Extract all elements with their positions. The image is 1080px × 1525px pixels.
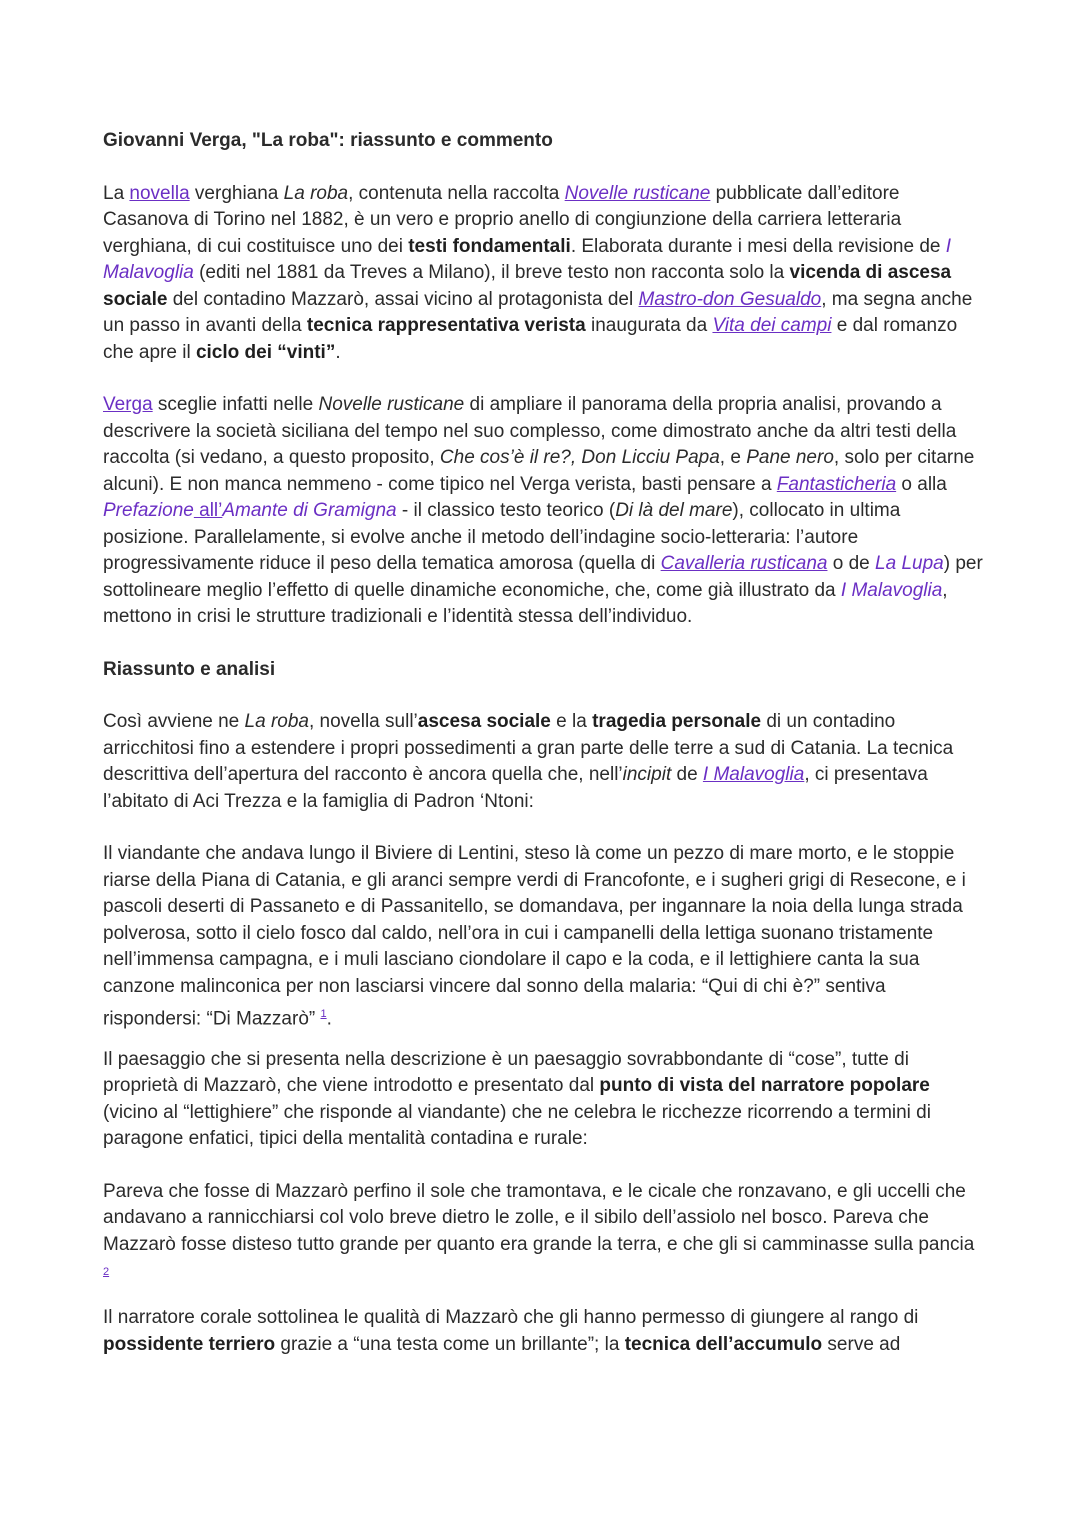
paragraph-analisi: Così avviene ne La roba, novella sull’ascesa sociale e la tragedia personale di un contadino arricchitosi fino a estendere i propri possedimenti a gran parte delle terre a sud di Catania. La tecnica descrittiva dell’apertura del racconto è ancora quella che, nell’incipit de I Malavoglia, ci presentava l’abitato di Aci Trezza e la famiglia di Padron ‘Ntoni: (103, 711, 954, 812)
page-title: Giovanni Verga, "La roba": riassunto e commento (103, 130, 553, 151)
link-mastro-don-gesualdo[interactable]: Mastro-don Gesualdo (638, 288, 822, 310)
footnote-1-link[interactable]: 1 (320, 1008, 327, 1020)
link-verga[interactable]: Verga (103, 394, 153, 415)
paragraph-narratore: Il narratore corale sottolinea le qualità di Mazzarò che gli hanno permesso di giungere al rango di possidente terriero grazie a “una testa come un brillante”; la tecnica dell’accumulo serve ad (103, 1307, 919, 1355)
quote-viandante: Il viandante che andava lungo il Biviere di Lentini, steso là come un pezzo di mare morto, e le stoppie riarse della Piana di Catania, e gli aranci sempre verdi di Francofonte, e i sugheri grigi di Resecone, e i pascoli deserti di Passaneto e di Passanitello, se domandava, per ingannare la noia della lunga strada polverosa, sotto il cielo fosco dal caldo, nell’ora in cui i campanelli della lettiga suonano tristamente nell’immensa campagna, e i muli lasciano ciondolare il capo e la coda, e il lettighiere canta la sua canzone malinconica per non lasciarsi vincere dal sonno della malaria: “Qui di chi è?” sentiva rispondersi: “Di Mazzarò” $^1$. (103, 843, 966, 1030)
link-novelle-rusticane[interactable]: Novelle rusticane (564, 182, 711, 204)
quote-pareva: Pareva che fosse di Mazzarò perfino il sole che tramontava, e le cicale che ronzavano, e gli uccelli che andavano a rannicchiarsi col volo breve dietro le zolle, e il sibilo dell’assiolo nel bosco. Pareva che Mazzarò fosse disteso tutto grande per quanto era grande la terra, e che gli si camminasse sulla pancia $^2$ (103, 1180, 975, 1279)
footnote-2-link[interactable]: 2 (103, 1266, 110, 1279)
link-cavalleria-rusticana[interactable]: Cavalleria rusticana (660, 553, 828, 574)
link-prefazione[interactable]: Prefazione (103, 500, 194, 521)
paragraph-paesaggio: Il paesaggio che si presenta nella descrizione è un paesaggio sovrabbondante di “cose”, tutte di proprietà di Mazzarò, che viene introdotto e presentato dal punto di vista del narratore popolare (vicino al “lettighiere” che risponde al viandante) che ne celebra le ricchezze ricorrendo a termini di paragone enfatici, tipici della mentalità contadina e rurale: (103, 1048, 931, 1150)
link-all[interactable]: all’ (193, 500, 223, 521)
link-fantasticheria[interactable]: Fantasticheria (776, 473, 897, 495)
link-i-malavoglia[interactable]: I Malavoglia (103, 235, 952, 283)
section-heading: Riassunto e analisi (103, 658, 276, 680)
link-amante-di-gramigna[interactable]: Amante di Gramigna (222, 500, 397, 521)
link-i-malavoglia-3[interactable]: I Malavoglia (702, 764, 805, 785)
link-vita-dei-campi[interactable]: Vita dei campi (712, 315, 832, 336)
paragraph-intro: La novella verghiana La roba, contenuta nella raccolta Novelle rusticane pubblicate dall’editore Casanova di Torino nel 1882, è un vero e proprio anello di congiunzione della carriera letteraria verghiana, di cui costituisce uno dei testi fondamentali. Elaborata durante i mesi della revisione de I Malavoglia (editi nel 1881 da Treves a Milano), il breve testo non racconta solo la vicenda di ascesa sociale del contadino Mazzarò, assai vicino al protagonista del Mastro-don Gesualdo, ma segna anche un passo in avanti della tecnica rappresentativa verista inaugurata da Vita dei campi e dal romanzo che apre il ciclo dei “vinti”. (103, 182, 973, 363)
document-page (103, 128, 983, 1384)
link-la-lupa[interactable]: La Lupa (875, 553, 944, 574)
link-i-malavoglia-2[interactable]: I Malavoglia (840, 579, 943, 601)
paragraph-rusticane: Verga sceglie infatti nelle Novelle rusticane di ampliare il panorama della propria analisi, provando a descrivere la società siciliana del tempo nel suo complesso, come dimostrato anche da altri testi della raccolta (si vedano, a questo proposito, Che cos’è il re?, Don Licciu Papa, e Pane nero, solo per citarne alcuni). E non manca nemmeno - come tipico nel Verga verista, basti pensare a Fantasticheria o alla Prefazione all’Amante di Gramigna - il classico testo teorico (Di là del mare), collocato in ultima posizione. Parallelamente, si evolve anche il metodo dell’indagine socio-letteraria: l’autore progressivamente riduce il peso della tematica amorosa (quella di Cavalleria rusticana o de La Lupa) per sottolineare meglio l’effetto di quelle dinamiche economiche, che, come già illustrato da I Malavoglia, mettono in crisi le strutture tradizionali e l’identità stessa dell’individuo. (103, 394, 983, 627)
link-novella[interactable]: novella (129, 182, 190, 204)
